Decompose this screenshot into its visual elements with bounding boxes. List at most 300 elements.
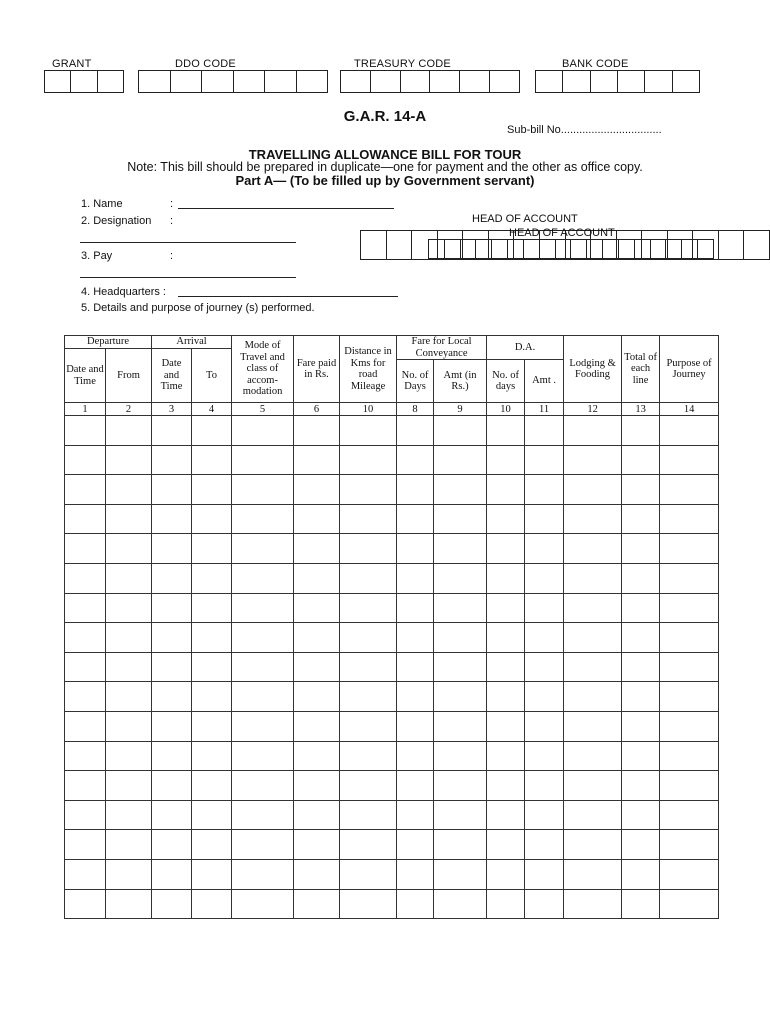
- table-cell[interactable]: [525, 534, 564, 564]
- code-box[interactable]: [540, 240, 556, 258]
- table-cell[interactable]: [294, 652, 340, 682]
- table-cell[interactable]: [294, 623, 340, 653]
- table-cell[interactable]: [622, 889, 660, 919]
- table-cell[interactable]: [232, 859, 294, 889]
- code-box[interactable]: [265, 71, 297, 92]
- table-cell[interactable]: [397, 475, 434, 505]
- table-cell[interactable]: [340, 475, 397, 505]
- table-cell[interactable]: [487, 859, 525, 889]
- table-cell[interactable]: [487, 741, 525, 771]
- head-of-account-overlay-boxes[interactable]: [428, 239, 714, 259]
- table-cell[interactable]: [525, 711, 564, 741]
- table-cell[interactable]: [192, 652, 232, 682]
- column-number-row: [65, 403, 719, 416]
- table-cell[interactable]: [152, 682, 192, 712]
- code-box[interactable]: [591, 71, 618, 92]
- treasury-code-boxes[interactable]: [340, 70, 520, 93]
- code-box[interactable]: [461, 240, 477, 258]
- table-cell[interactable]: [397, 741, 434, 771]
- table-cell[interactable]: [622, 800, 660, 830]
- table-cell[interactable]: [340, 445, 397, 475]
- headquarters-input-line[interactable]: [178, 296, 398, 297]
- table-cell[interactable]: [294, 741, 340, 771]
- table-cell[interactable]: [525, 652, 564, 682]
- table-cell[interactable]: [397, 416, 434, 446]
- ddo-code-boxes[interactable]: [138, 70, 328, 93]
- table-cell[interactable]: [487, 800, 525, 830]
- table-cell[interactable]: [434, 593, 487, 623]
- table-cell[interactable]: [397, 623, 434, 653]
- table-cell[interactable]: [660, 504, 719, 534]
- table-cell[interactable]: [232, 652, 294, 682]
- table-cell[interactable]: [564, 475, 622, 505]
- designation-input-line[interactable]: [80, 242, 296, 243]
- table-cell[interactable]: [660, 800, 719, 830]
- table-cell[interactable]: [192, 475, 232, 505]
- table-cell[interactable]: [152, 741, 192, 771]
- table-cell[interactable]: [232, 534, 294, 564]
- table-cell[interactable]: [434, 682, 487, 712]
- table-cell[interactable]: [65, 800, 106, 830]
- table-cell[interactable]: [232, 800, 294, 830]
- table-row: [65, 830, 719, 860]
- table-cell[interactable]: [525, 593, 564, 623]
- table-cell[interactable]: [487, 563, 525, 593]
- table-cell[interactable]: [106, 800, 152, 830]
- table-cell[interactable]: [192, 830, 232, 860]
- table-cell[interactable]: [192, 859, 232, 889]
- blank-entry-rows: [65, 416, 719, 919]
- table-cell[interactable]: [65, 504, 106, 534]
- code-box[interactable]: [673, 71, 699, 92]
- table-cell[interactable]: [340, 771, 397, 801]
- table-cell[interactable]: [106, 889, 152, 919]
- table-cell[interactable]: [397, 682, 434, 712]
- table-cell[interactable]: [232, 682, 294, 712]
- code-box[interactable]: [171, 71, 203, 92]
- code-box[interactable]: [744, 231, 769, 259]
- table-cell[interactable]: [622, 623, 660, 653]
- code-box[interactable]: [234, 71, 266, 92]
- table-cell[interactable]: [660, 889, 719, 919]
- code-box[interactable]: [651, 240, 667, 258]
- table-cell[interactable]: [487, 593, 525, 623]
- table-cell[interactable]: [152, 416, 192, 446]
- table-cell[interactable]: [65, 445, 106, 475]
- table-cell[interactable]: [294, 830, 340, 860]
- code-box[interactable]: [508, 240, 524, 258]
- code-box[interactable]: [430, 71, 460, 92]
- table-cell[interactable]: [192, 623, 232, 653]
- code-box[interactable]: [666, 240, 682, 258]
- table-cell[interactable]: [192, 534, 232, 564]
- table-cell[interactable]: [397, 859, 434, 889]
- table-cell[interactable]: [622, 416, 660, 446]
- table-cell[interactable]: [340, 741, 397, 771]
- table-cell[interactable]: [65, 475, 106, 505]
- table-cell[interactable]: [660, 416, 719, 446]
- code-box[interactable]: [401, 71, 431, 92]
- table-cell[interactable]: [434, 652, 487, 682]
- lodging-header: Lodging & Fooding: [564, 336, 622, 403]
- table-cell[interactable]: [294, 445, 340, 475]
- table-cell[interactable]: [340, 623, 397, 653]
- code-box[interactable]: [476, 240, 492, 258]
- table-cell[interactable]: [564, 889, 622, 919]
- table-cell[interactable]: [65, 416, 106, 446]
- table-cell[interactable]: [622, 534, 660, 564]
- table-cell[interactable]: [622, 771, 660, 801]
- code-box[interactable]: [98, 71, 123, 92]
- table-cell[interactable]: [564, 800, 622, 830]
- table-cell[interactable]: [525, 475, 564, 505]
- table-cell[interactable]: [622, 830, 660, 860]
- table-cell[interactable]: [564, 682, 622, 712]
- table-cell[interactable]: [65, 563, 106, 593]
- table-cell[interactable]: [152, 859, 192, 889]
- table-cell[interactable]: [622, 475, 660, 505]
- table-cell[interactable]: [294, 504, 340, 534]
- table-cell[interactable]: [106, 859, 152, 889]
- table-cell[interactable]: [487, 623, 525, 653]
- table-cell[interactable]: [192, 593, 232, 623]
- table-cell[interactable]: [397, 771, 434, 801]
- table-cell[interactable]: [525, 741, 564, 771]
- table-cell[interactable]: [340, 800, 397, 830]
- table-cell[interactable]: [192, 445, 232, 475]
- table-cell[interactable]: [487, 445, 525, 475]
- code-box[interactable]: [603, 240, 619, 258]
- table-cell[interactable]: [564, 741, 622, 771]
- table-cell[interactable]: [152, 475, 192, 505]
- table-cell[interactable]: [232, 504, 294, 534]
- table-cell[interactable]: [434, 711, 487, 741]
- table-cell[interactable]: [622, 593, 660, 623]
- table-row: [65, 859, 719, 889]
- table-cell[interactable]: [106, 830, 152, 860]
- code-box[interactable]: [341, 71, 371, 92]
- code-box[interactable]: [445, 240, 461, 258]
- table-cell[interactable]: [294, 563, 340, 593]
- code-box[interactable]: [645, 71, 672, 92]
- table-cell[interactable]: [397, 830, 434, 860]
- code-box[interactable]: [618, 71, 645, 92]
- code-box[interactable]: [45, 71, 71, 92]
- table-cell[interactable]: [525, 889, 564, 919]
- table-cell[interactable]: [340, 711, 397, 741]
- table-cell[interactable]: [564, 445, 622, 475]
- code-box[interactable]: [139, 71, 171, 92]
- table-cell[interactable]: [660, 475, 719, 505]
- table-cell[interactable]: [434, 771, 487, 801]
- table-cell[interactable]: [106, 534, 152, 564]
- bank-code-boxes[interactable]: [535, 70, 700, 93]
- table-cell[interactable]: [487, 652, 525, 682]
- table-cell[interactable]: [564, 534, 622, 564]
- table-cell[interactable]: [340, 652, 397, 682]
- table-cell[interactable]: [340, 889, 397, 919]
- table-cell[interactable]: [660, 534, 719, 564]
- table-cell[interactable]: [397, 711, 434, 741]
- table-cell[interactable]: [192, 741, 232, 771]
- table-cell[interactable]: [192, 771, 232, 801]
- table-cell[interactable]: [65, 593, 106, 623]
- table-cell[interactable]: [340, 563, 397, 593]
- table-cell[interactable]: [340, 534, 397, 564]
- table-cell[interactable]: [660, 563, 719, 593]
- table-cell[interactable]: [660, 445, 719, 475]
- code-box[interactable]: [698, 240, 713, 258]
- table-cell[interactable]: [65, 859, 106, 889]
- table-cell[interactable]: [525, 563, 564, 593]
- table-cell[interactable]: [294, 416, 340, 446]
- table-cell[interactable]: [434, 504, 487, 534]
- table-cell[interactable]: [564, 771, 622, 801]
- table-cell[interactable]: [434, 889, 487, 919]
- table-cell[interactable]: [487, 475, 525, 505]
- table-cell[interactable]: [622, 711, 660, 741]
- table-cell[interactable]: [434, 859, 487, 889]
- table-cell[interactable]: [192, 682, 232, 712]
- table-cell[interactable]: [622, 652, 660, 682]
- table-cell[interactable]: [232, 416, 294, 446]
- table-cell[interactable]: [564, 593, 622, 623]
- table-cell[interactable]: [340, 830, 397, 860]
- table-cell[interactable]: [564, 711, 622, 741]
- table-cell[interactable]: [232, 475, 294, 505]
- table-cell[interactable]: [192, 889, 232, 919]
- table-cell[interactable]: [564, 504, 622, 534]
- grant-boxes[interactable]: [44, 70, 124, 93]
- table-cell[interactable]: [106, 652, 152, 682]
- table-cell[interactable]: [397, 800, 434, 830]
- table-cell[interactable]: [487, 682, 525, 712]
- table-cell[interactable]: [660, 682, 719, 712]
- table-cell[interactable]: [294, 771, 340, 801]
- column-number: 9: [434, 403, 487, 416]
- table-cell[interactable]: [106, 475, 152, 505]
- table-cell[interactable]: [434, 475, 487, 505]
- table-cell[interactable]: [232, 445, 294, 475]
- table-cell[interactable]: [397, 563, 434, 593]
- table-cell[interactable]: [622, 859, 660, 889]
- table-cell[interactable]: [487, 504, 525, 534]
- table-cell[interactable]: [152, 534, 192, 564]
- code-box[interactable]: [536, 71, 563, 92]
- table-cell[interactable]: [294, 682, 340, 712]
- table-cell[interactable]: [192, 504, 232, 534]
- table-cell[interactable]: [65, 830, 106, 860]
- treasury-code-label: TREASURY CODE: [354, 58, 451, 70]
- table-cell[interactable]: [232, 711, 294, 741]
- code-box[interactable]: [719, 231, 745, 259]
- table-cell[interactable]: [106, 445, 152, 475]
- table-cell[interactable]: [340, 593, 397, 623]
- table-cell[interactable]: [564, 652, 622, 682]
- code-box[interactable]: [202, 71, 234, 92]
- table-cell[interactable]: [294, 534, 340, 564]
- table-cell[interactable]: [152, 445, 192, 475]
- table-cell[interactable]: [564, 623, 622, 653]
- table-cell[interactable]: [434, 445, 487, 475]
- table-cell[interactable]: [192, 563, 232, 593]
- table-cell[interactable]: [487, 711, 525, 741]
- table-cell[interactable]: [660, 593, 719, 623]
- table-row: [65, 475, 719, 505]
- table-cell[interactable]: [232, 563, 294, 593]
- table-cell[interactable]: [525, 416, 564, 446]
- code-box[interactable]: [635, 240, 651, 258]
- table-cell[interactable]: [434, 563, 487, 593]
- table-cell[interactable]: [152, 593, 192, 623]
- departure-from-header: From: [106, 349, 152, 403]
- table-cell[interactable]: [525, 682, 564, 712]
- code-box[interactable]: [71, 71, 97, 92]
- code-box[interactable]: [429, 240, 445, 258]
- table-cell[interactable]: [622, 445, 660, 475]
- table-cell[interactable]: [106, 682, 152, 712]
- code-box[interactable]: [587, 240, 603, 258]
- table-cell[interactable]: [294, 859, 340, 889]
- table-cell[interactable]: [106, 741, 152, 771]
- table-cell[interactable]: [152, 504, 192, 534]
- code-box[interactable]: [556, 240, 572, 258]
- table-cell[interactable]: [660, 711, 719, 741]
- table-cell[interactable]: [65, 682, 106, 712]
- code-box[interactable]: [371, 71, 401, 92]
- table-cell[interactable]: [487, 416, 525, 446]
- table-cell[interactable]: [232, 771, 294, 801]
- table-cell[interactable]: [397, 534, 434, 564]
- code-box[interactable]: [490, 71, 519, 92]
- code-box[interactable]: [492, 240, 508, 258]
- pay-input-line[interactable]: [80, 277, 296, 278]
- table-cell[interactable]: [434, 800, 487, 830]
- table-cell[interactable]: [340, 682, 397, 712]
- table-cell[interactable]: [192, 416, 232, 446]
- table-cell[interactable]: [564, 563, 622, 593]
- table-cell[interactable]: [232, 830, 294, 860]
- code-box[interactable]: [619, 240, 635, 258]
- table-cell[interactable]: [525, 859, 564, 889]
- table-cell[interactable]: [65, 652, 106, 682]
- table-cell[interactable]: [564, 830, 622, 860]
- table-cell[interactable]: [294, 800, 340, 830]
- table-cell[interactable]: [434, 830, 487, 860]
- table-cell[interactable]: [487, 830, 525, 860]
- table-cell[interactable]: [564, 416, 622, 446]
- table-cell[interactable]: [487, 534, 525, 564]
- code-box[interactable]: [563, 71, 590, 92]
- table-cell[interactable]: [106, 563, 152, 593]
- table-cell[interactable]: [525, 800, 564, 830]
- table-cell[interactable]: [106, 623, 152, 653]
- table-cell[interactable]: [192, 711, 232, 741]
- table-cell[interactable]: [152, 652, 192, 682]
- table-cell[interactable]: [660, 859, 719, 889]
- table-cell[interactable]: [65, 623, 106, 653]
- table-cell[interactable]: [106, 416, 152, 446]
- table-cell[interactable]: [434, 623, 487, 653]
- table-cell[interactable]: [106, 771, 152, 801]
- code-box[interactable]: [387, 231, 413, 259]
- table-cell[interactable]: [525, 771, 564, 801]
- table-cell[interactable]: [397, 593, 434, 623]
- code-box[interactable]: [297, 71, 328, 92]
- table-cell[interactable]: [152, 623, 192, 653]
- table-cell[interactable]: [622, 563, 660, 593]
- table-cell[interactable]: [487, 889, 525, 919]
- table-cell[interactable]: [397, 504, 434, 534]
- table-cell[interactable]: [232, 623, 294, 653]
- table-cell[interactable]: [294, 889, 340, 919]
- table-cell[interactable]: [65, 771, 106, 801]
- code-box[interactable]: [682, 240, 698, 258]
- table-cell[interactable]: [232, 593, 294, 623]
- table-cell[interactable]: [152, 771, 192, 801]
- table-cell[interactable]: [525, 445, 564, 475]
- table-cell[interactable]: [340, 504, 397, 534]
- column-number: 2: [106, 403, 152, 416]
- table-cell[interactable]: [192, 800, 232, 830]
- name-input-line[interactable]: [178, 208, 394, 209]
- table-cell[interactable]: [525, 504, 564, 534]
- table-cell[interactable]: [232, 889, 294, 919]
- table-cell[interactable]: [660, 623, 719, 653]
- table-cell[interactable]: [65, 534, 106, 564]
- code-box[interactable]: [524, 240, 540, 258]
- table-cell[interactable]: [340, 416, 397, 446]
- table-cell[interactable]: [397, 445, 434, 475]
- code-box[interactable]: [361, 231, 387, 259]
- table-cell[interactable]: [622, 504, 660, 534]
- table-cell[interactable]: [397, 889, 434, 919]
- table-cell[interactable]: [294, 711, 340, 741]
- table-cell[interactable]: [106, 593, 152, 623]
- table-cell[interactable]: [152, 711, 192, 741]
- table-cell[interactable]: [660, 741, 719, 771]
- table-cell[interactable]: [340, 859, 397, 889]
- table-cell[interactable]: [152, 830, 192, 860]
- table-cell[interactable]: [65, 889, 106, 919]
- table-cell[interactable]: [660, 771, 719, 801]
- table-cell[interactable]: [434, 534, 487, 564]
- table-cell[interactable]: [487, 771, 525, 801]
- table-cell[interactable]: [65, 711, 106, 741]
- code-box[interactable]: [571, 240, 587, 258]
- table-cell[interactable]: [152, 563, 192, 593]
- table-cell[interactable]: [294, 475, 340, 505]
- code-box[interactable]: [460, 71, 490, 92]
- table-cell[interactable]: [525, 623, 564, 653]
- table-cell[interactable]: [397, 652, 434, 682]
- table-cell[interactable]: [434, 416, 487, 446]
- table-cell[interactable]: [525, 830, 564, 860]
- table-cell[interactable]: [65, 741, 106, 771]
- table-cell[interactable]: [622, 741, 660, 771]
- table-cell[interactable]: [106, 504, 152, 534]
- table-cell[interactable]: [232, 741, 294, 771]
- table-cell[interactable]: [434, 741, 487, 771]
- table-cell[interactable]: [152, 889, 192, 919]
- table-cell[interactable]: [294, 593, 340, 623]
- table-cell[interactable]: [660, 830, 719, 860]
- table-cell[interactable]: [152, 800, 192, 830]
- table-cell[interactable]: [622, 682, 660, 712]
- table-cell[interactable]: [564, 859, 622, 889]
- table-cell[interactable]: [106, 711, 152, 741]
- table-cell[interactable]: [660, 652, 719, 682]
